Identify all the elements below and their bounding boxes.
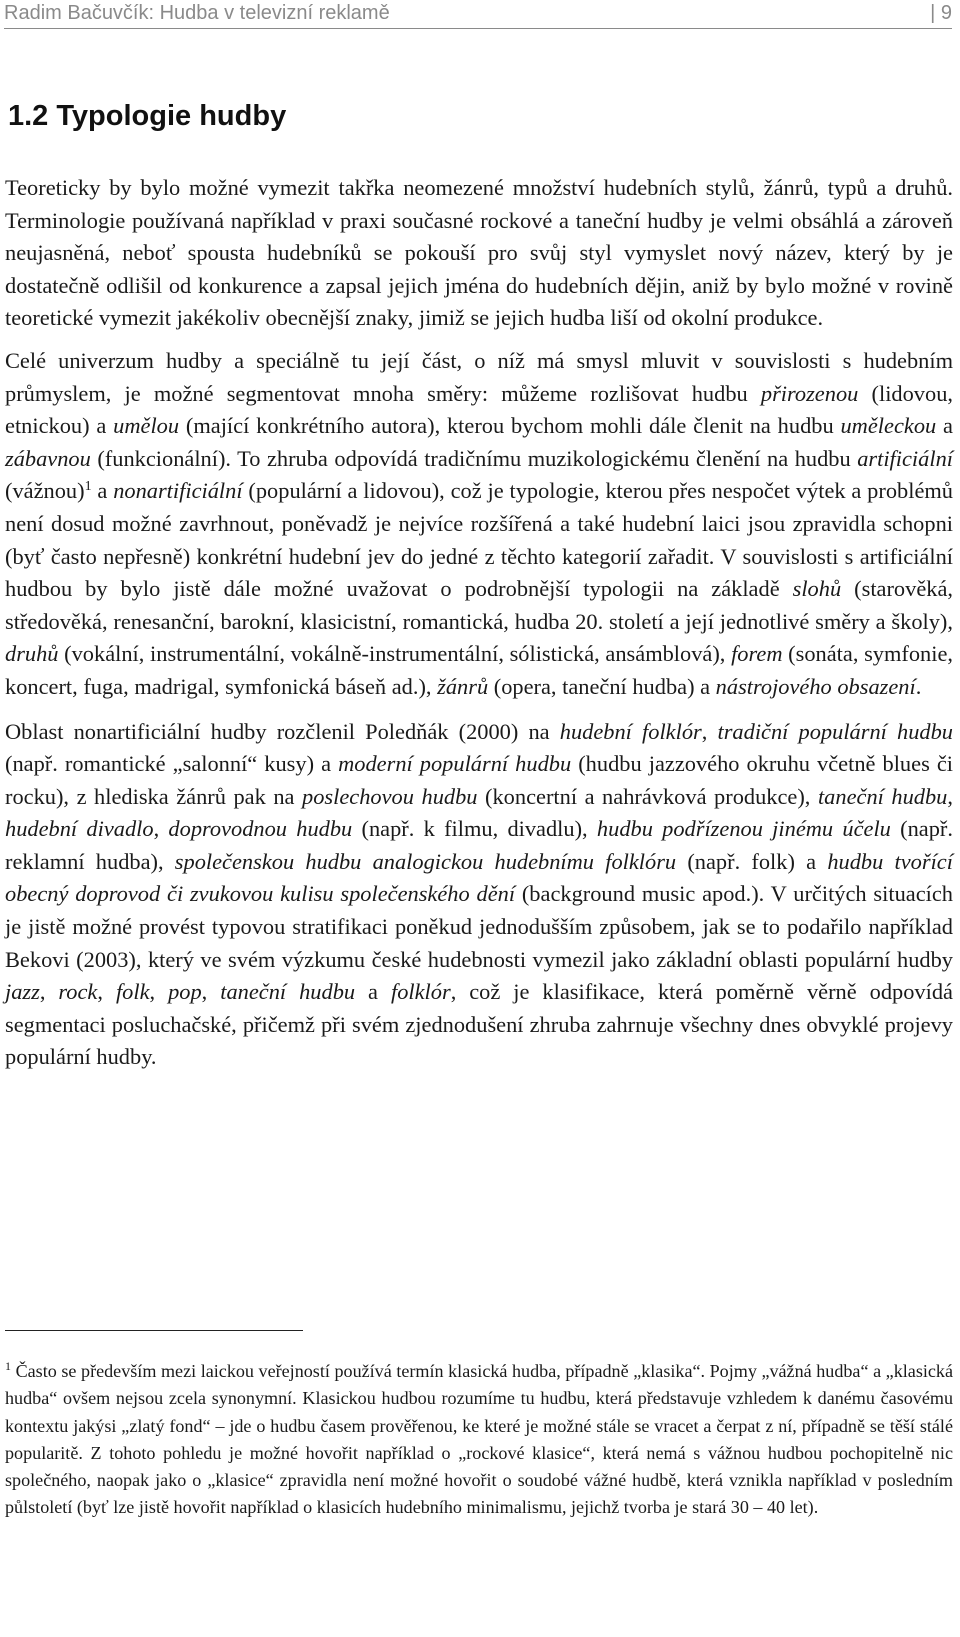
emphasis-term: slohů [792, 576, 842, 602]
emphasis-term: folklór [390, 979, 451, 1005]
emphasis-term: moderní populární hudbu [338, 751, 572, 777]
text-run: a [355, 979, 391, 1005]
text-run: (např. k filmu, divadlu), [352, 816, 597, 842]
page-number: | 9 [930, 2, 952, 24]
text-run: . [915, 673, 922, 699]
emphasis-term: umělou [113, 413, 180, 439]
emphasis-term: artificiální [857, 445, 953, 471]
emphasis-term: uměleckou [840, 413, 937, 439]
emphasis-term: společenskou hudbu analogickou hudebnímu folklóru [174, 848, 677, 874]
text-run: (např. reklamní hudba), [5, 816, 953, 874]
emphasis-term: folk [115, 979, 150, 1005]
emphasis-term: doprovodnou hudbu [168, 816, 353, 842]
text-run: (např. romantické „salonní“ kusy) a [5, 751, 339, 777]
paragraph [5, 716, 953, 1075]
text-run: (koncertní a nahrávková produkce), [477, 783, 818, 809]
text-run: (např. folk) a [676, 848, 828, 874]
text-run: (populární a lidovou), což je typologie, kterou přes nespočet výtek a problémů není dosud možné zavrhnout, poněvadž je nejvíce rozšířená a také hudební laici jsou zpravidla schopni (byť často nepřesně) konkrétní hudební jev do jedné z těchto kategorií zařadit. V souvislosti s artificiální hudbou by bylo jistě dále možné uvažovat o podrobnější typologii na základě [5, 478, 953, 602]
footnote-ref: 1 [84, 479, 92, 495]
running-header [4, 0, 952, 29]
text-run: a [91, 478, 114, 504]
emphasis-term: nástrojového obsazení [715, 673, 916, 699]
footnote-separator [5, 1330, 303, 1331]
section-heading: 1.2 Typologie hudby [8, 100, 287, 132]
emphasis-term: rock [58, 979, 98, 1005]
text-run: (funkcionální). To zhruba odpovídá tradičnímu muzikologickému členění na hudbu [90, 445, 858, 471]
text-run: Teoreticky by bylo možné vymezit takřka neomezené množství hudebních stylů, žánrů, typů a druhů. Terminologie používaná například v praxi současné rockové a taneční hudby je velmi obsáhlá a zároveň neujasněná, neboť spousta hudebníků se pokouší pro svůj styl vymyslet nový název, který by je dostatečně odlišil od konkurence a zapsal jejich jména do hudebních dějin, aniž by bylo možné v rovině teoretické vymezit jakékoliv obecnější znaky, jimiž se jejich hudba liší od okolní produkce. [5, 175, 953, 331]
emphasis-term: pop [168, 979, 202, 1005]
text-run: (starověká, středověká, renesanční, barokní, klasicistní, romantická, hudba 20. století a její jednotlivé směry a školy), [5, 576, 953, 634]
emphasis-term: hudební divadlo [5, 816, 154, 842]
text-run: , [153, 816, 169, 842]
text-run: (vážnou) [5, 478, 85, 504]
emphasis-term: nonartificiální [113, 478, 243, 504]
emphasis-term: hudbu podřízenou jinému účelu [596, 816, 891, 842]
emphasis-term: taneční hudbu [220, 979, 356, 1005]
emphasis-term: hudbu tvořící obecný doprovod či zvukovou kulisu společenského dění [5, 848, 953, 907]
text-run: , [97, 979, 116, 1005]
footnote-text: Často se především mezi laickou veřejností používá termín klasická hudba, případně „klasika“. Pojmy „vážná hudba“ a „klasická hudba“ ovšem nejsou zcela synonymní. Klasickou hudbou rozumíme tu hudbu, která představuje vzhledem k danému časovému kontextu jakýsi „zlatý fond“ – jde o hudbu časem prověřenou, ke které je možné stále se vracet a čerpat z ní, případně se těší stálé popularitě. Z tohoto pohledu je možné hovořit například o „rockové klasice“, která nemá s vážnou hudbou pochopitelně nic společného, naopak jako o „klasice“ zpravidla není možné hovořit o soudobé vážné hudbě, která vznikla například v posledním půlstoletí (byť lze jistě hovořit například o klasicích hudebního minimalismu, jejichž tvorba je stará 30 – 40 let). [5, 1361, 953, 1518]
emphasis-term: jazz [5, 979, 40, 1005]
paragraph [5, 172, 953, 335]
body-text [5, 172, 953, 1086]
paragraph [5, 345, 953, 704]
footnote-marker: 1 [5, 1359, 11, 1373]
text-run: , [201, 979, 221, 1005]
text-run: (mající konkrétního autora), kterou bychom mohli dále členit na hudbu [179, 413, 841, 439]
emphasis-term: přirozenou [760, 380, 859, 406]
emphasis-term: tradiční populární hudbu [717, 718, 953, 744]
text-run: , [701, 718, 718, 744]
text-run: Oblast nonartificiální hudby rozčlenil Poledňák (2000) na [5, 718, 560, 744]
running-header-title: Radim Bačuvčík: Hudba v televizní reklamě [4, 2, 390, 24]
text-run: (opera, taneční hudba) a [488, 673, 716, 699]
footnote [5, 1358, 953, 1522]
text-run: , [149, 979, 169, 1005]
text-run: a [936, 413, 953, 439]
text-run: (lidovou, etnickou) a [5, 380, 953, 439]
emphasis-term: poslechovou hudbu [302, 783, 478, 809]
text-run: (hudbu jazzového okruhu včetně blues či rocku), z hlediska žánrů pak na [5, 751, 953, 809]
emphasis-term: forem [731, 641, 783, 667]
emphasis-term: hudební folklór [559, 718, 702, 744]
emphasis-term: žánrů [437, 673, 489, 699]
emphasis-term: taneční hudbu [817, 783, 948, 809]
emphasis-term: zábavnou [5, 445, 91, 471]
text-run: (vokální, instrumentální, vokálně-instrumentální, sólistická, ansámblová), [58, 641, 732, 667]
text-run: (sonáta, symfonie, koncert, fuga, madrigal, symfonická báseň ad.), [5, 641, 953, 699]
text-run: (background music apod.). V určitých situacích je jistě možné provést typovou stratifikaci poněkud jednodušším způsobem, jak se to podařilo například Bekovi (2003), který ve svém výzkumu české hudebnosti vymezil jako základní oblasti populární hudby [5, 881, 953, 972]
text-run: , [947, 783, 953, 809]
text-run: , [39, 979, 59, 1005]
emphasis-term: druhů [5, 641, 59, 667]
text-run: Celé univerzum hudby a speciálně tu její část, o níž má smysl mluvit v souvislosti s hudebním průmyslem, je možné segmentovat mnoha směry: můžeme rozlišovat hudbu [5, 347, 953, 406]
text-run: , což je klasifikace, která poměrně věrně odpovídá segmentaci posluchačské, přičemž při svém zjednodušení zhruba zahrnuje všechny dnes obvyklé projevy populární hudby. [5, 979, 953, 1070]
